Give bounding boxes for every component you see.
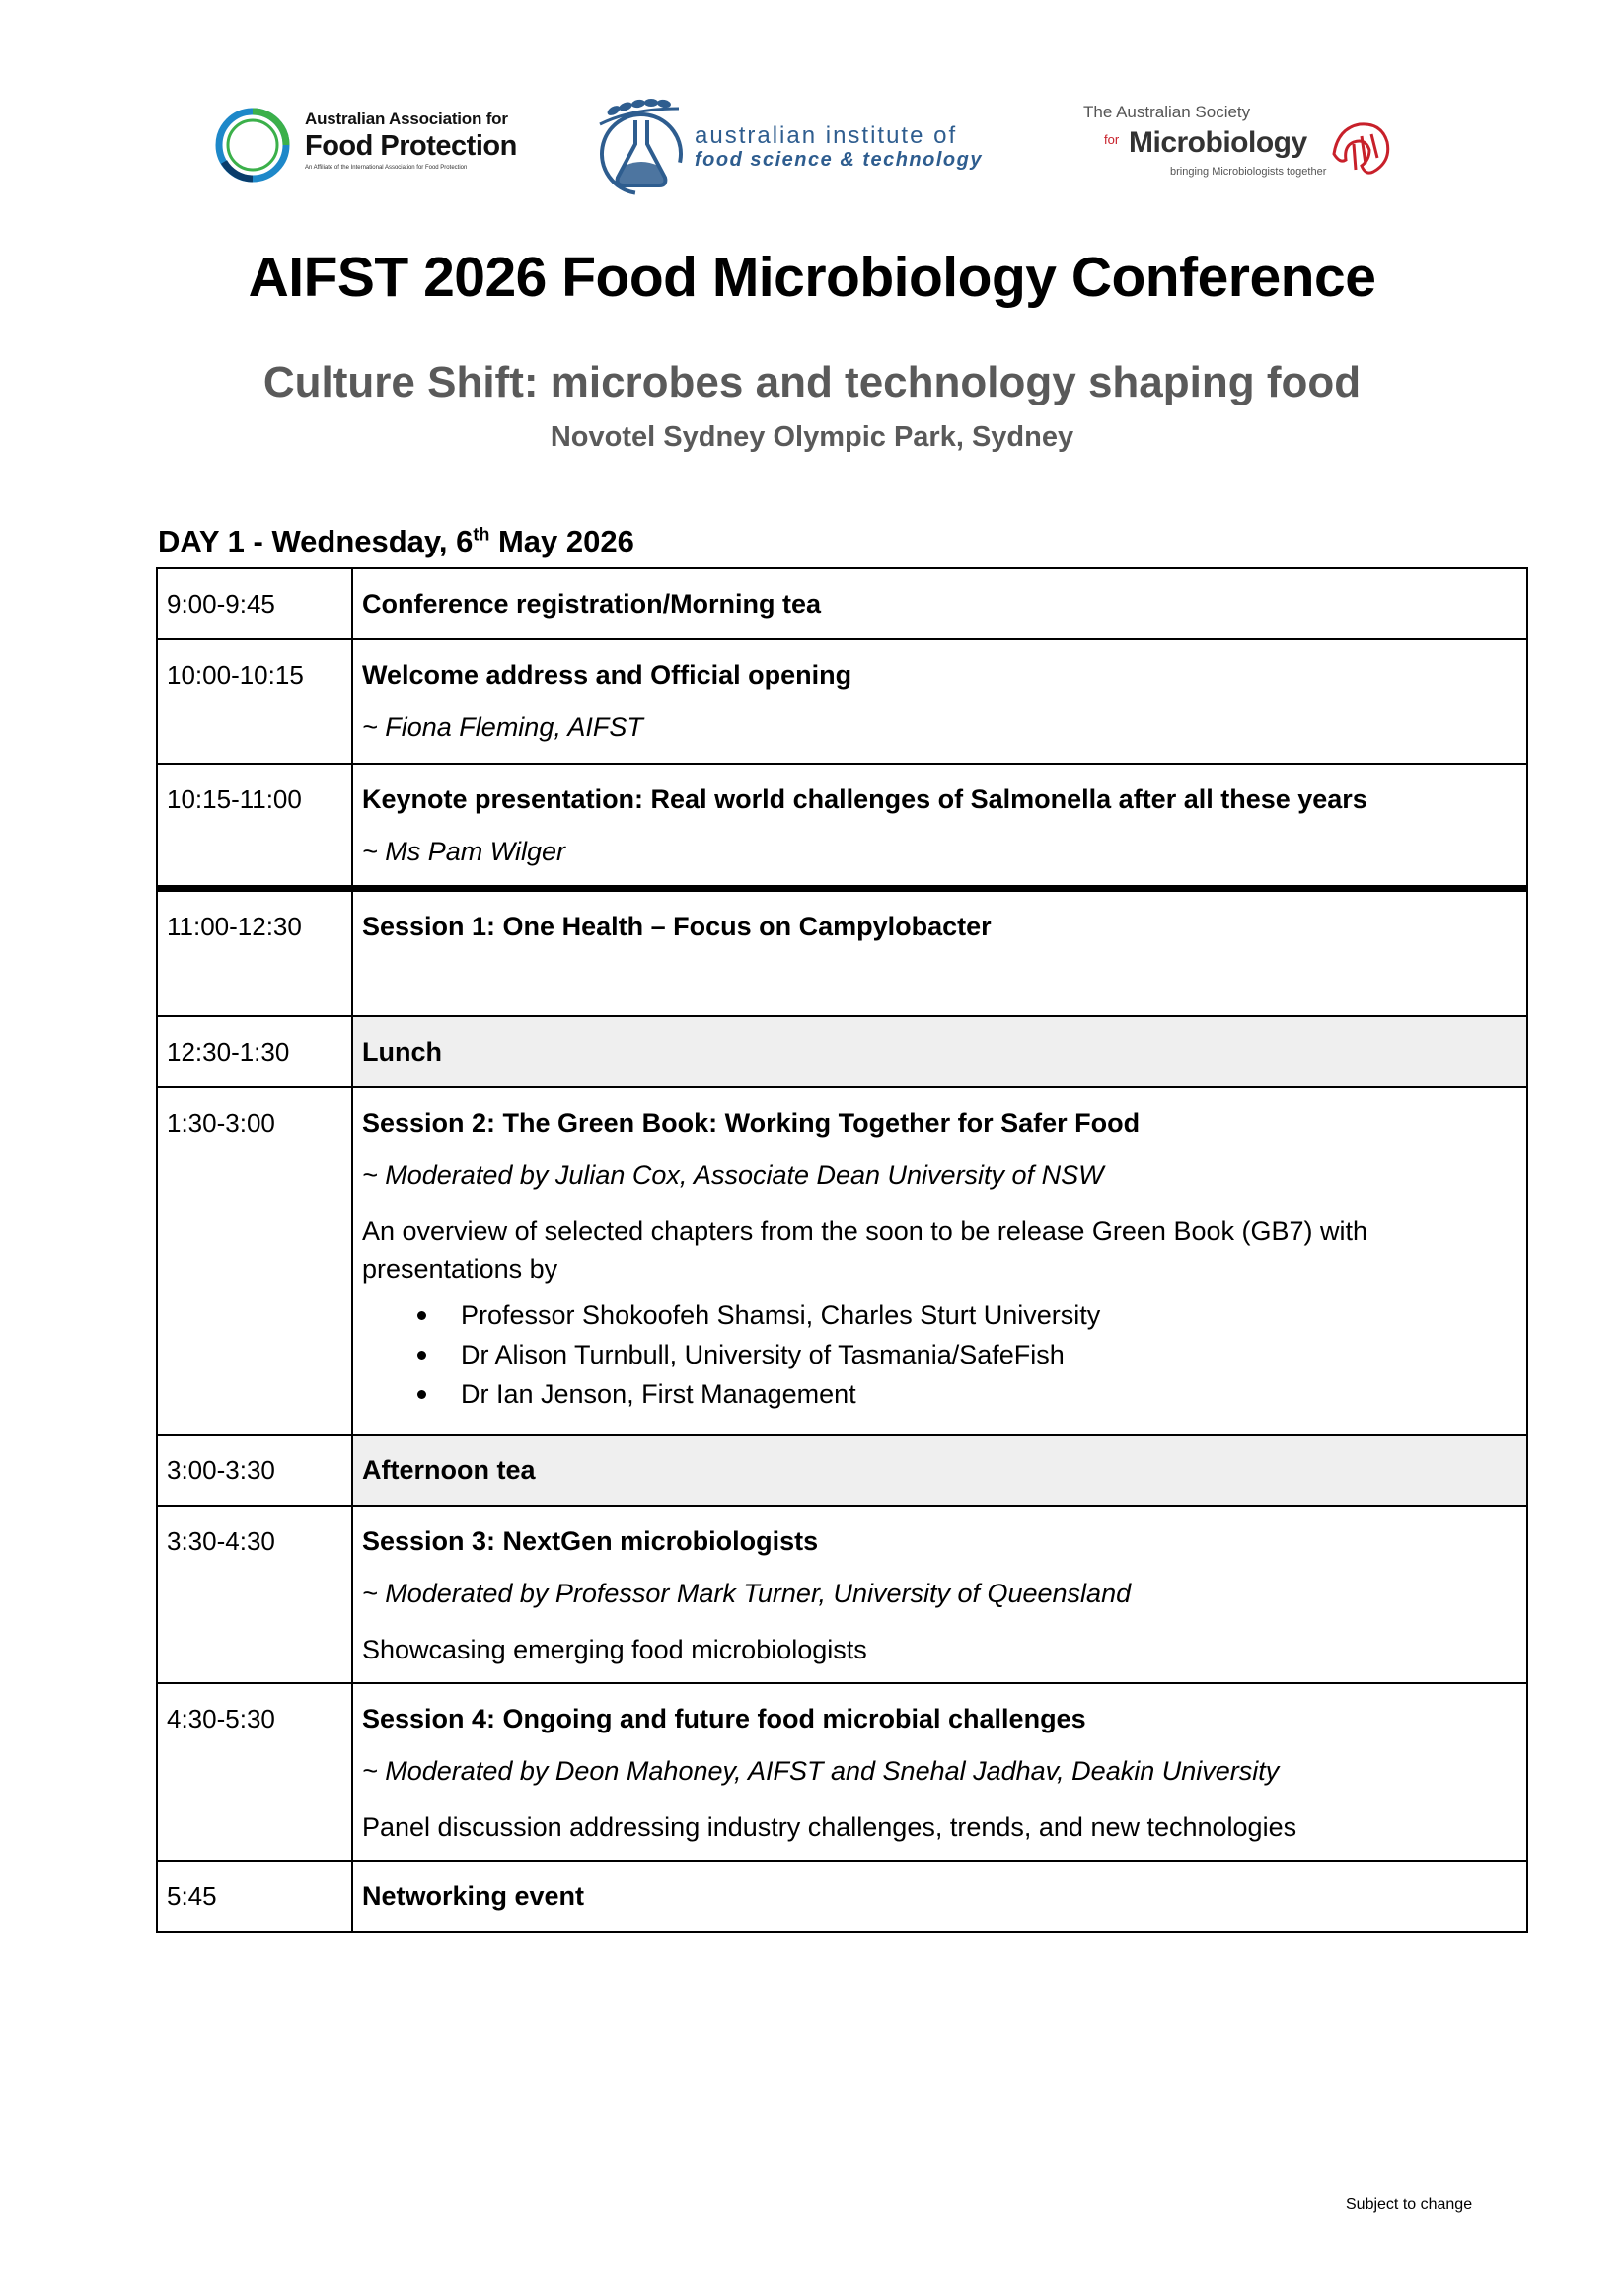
presenter-name: Professor Shokoofeh Shamsi, Charles Sturt University bbox=[461, 1300, 1101, 1330]
row-title: Session 3: NextGen microbiologists bbox=[362, 1526, 819, 1556]
day-heading-prefix: DAY 1 - Wednesday, 6 bbox=[158, 524, 474, 558]
bullet-icon bbox=[417, 1351, 426, 1360]
aafp-logo bbox=[212, 101, 528, 189]
row-moderator: ~ Moderated by Julian Cox, Associate Dean University of NSW bbox=[362, 1160, 1104, 1190]
asm-emblem-icon bbox=[1326, 114, 1395, 184]
aafp-line1: Australian Association for bbox=[305, 110, 508, 128]
row-moderator: ~ Moderated by Deon Mahoney, AIFST and Snehal Jadhav, Deakin University bbox=[362, 1756, 1280, 1786]
table-row bbox=[157, 888, 1527, 1016]
row-description: Panel discussion addressing industry challenges, trends, and new technologies bbox=[362, 1812, 1297, 1842]
asm-line2: Microbiology bbox=[1129, 126, 1307, 159]
row-description: Showcasing emerging food microbiologists bbox=[362, 1635, 867, 1664]
row-moderator: ~ Ms Pam Wilger bbox=[362, 837, 566, 866]
row-time: 5:45 bbox=[167, 1881, 217, 1911]
row-title: Conference registration/Morning tea bbox=[362, 589, 822, 619]
aafp-ring-icon bbox=[212, 105, 293, 185]
list-item bbox=[362, 1335, 1516, 1374]
page-subtitle: Culture Shift: microbes and technology shaping food bbox=[262, 358, 1362, 406]
row-title: Welcome address and Official opening bbox=[362, 660, 852, 690]
row-moderator: ~ Fiona Fleming, AIFST bbox=[362, 712, 643, 742]
list-item bbox=[362, 1295, 1516, 1335]
row-title: Session 1: One Health – Focus on Campylobacter bbox=[362, 911, 992, 941]
table-row bbox=[157, 1683, 1527, 1861]
table-row bbox=[157, 1016, 1527, 1087]
table-row bbox=[157, 639, 1527, 764]
venue: Novotel Sydney Olympic Park, Sydney bbox=[550, 421, 1074, 453]
page-title: AIFST 2026 Food Microbiology Conference bbox=[248, 246, 1376, 309]
row-title: Session 2: The Green Book: Working Together for Safer Food bbox=[362, 1108, 1141, 1138]
presenter-name: Dr Alison Turnbull, University of Tasmania/SafeFish bbox=[461, 1340, 1065, 1369]
aifst-logo bbox=[592, 95, 1056, 203]
row-time: 9:00-9:45 bbox=[167, 589, 275, 619]
row-title: Networking event bbox=[362, 1881, 585, 1911]
asm-line3: bringing Microbiologists together bbox=[1170, 166, 1327, 178]
row-time: 3:30-4:30 bbox=[167, 1526, 275, 1556]
aafp-line3: An Affiliate of the International Association for Food Protection bbox=[305, 165, 468, 171]
asm-line1: The Australian Society bbox=[1083, 103, 1251, 121]
row-time: 3:00-3:30 bbox=[167, 1455, 275, 1485]
asm-logo bbox=[1083, 101, 1399, 189]
row-description: An overview of selected chapters from the soon to be release Green Book (GB7) with presentations by bbox=[362, 1216, 1368, 1284]
logo-bar bbox=[0, 95, 1624, 203]
table-row bbox=[157, 764, 1527, 888]
table-row bbox=[157, 1861, 1527, 1932]
row-title: Afternoon tea bbox=[362, 1455, 536, 1485]
table-row bbox=[157, 568, 1527, 639]
row-time: 10:15-11:00 bbox=[167, 784, 302, 814]
row-time: 12:30-1:30 bbox=[167, 1037, 290, 1067]
row-time: 10:00-10:15 bbox=[167, 660, 304, 690]
footer-note: Subject to change bbox=[1346, 2196, 1473, 2213]
table-row bbox=[157, 1506, 1527, 1683]
bullet-icon bbox=[417, 1311, 426, 1320]
aifst-line2: food science & technology bbox=[695, 149, 983, 171]
table-row bbox=[157, 1435, 1527, 1506]
row-title: Keynote presentation: Real world challenges of Salmonella after all these years bbox=[362, 784, 1367, 814]
row-moderator: ~ Moderated by Professor Mark Turner, University of Queensland bbox=[362, 1579, 1132, 1608]
row-time: 11:00-12:30 bbox=[167, 911, 302, 941]
day-heading-sup: th bbox=[473, 524, 490, 545]
bullet-icon bbox=[417, 1390, 426, 1399]
list-item bbox=[362, 1374, 1516, 1414]
day-heading bbox=[158, 524, 634, 559]
row-time: 4:30-5:30 bbox=[167, 1704, 275, 1733]
aifst-line1: australian institute of bbox=[695, 122, 958, 149]
row-title: Session 4: Ongoing and future food microbial challenges bbox=[362, 1704, 1086, 1733]
row-time: 1:30-3:00 bbox=[167, 1108, 275, 1138]
row-title: Lunch bbox=[362, 1037, 442, 1067]
asm-for: for bbox=[1104, 132, 1120, 147]
aafp-line2: Food Protection bbox=[305, 130, 517, 162]
schedule-table bbox=[156, 567, 1528, 1933]
presenter-list bbox=[362, 1295, 1516, 1414]
table-row bbox=[157, 1087, 1527, 1435]
day-heading-suffix: May 2026 bbox=[489, 524, 634, 558]
flask-wheat-icon bbox=[592, 95, 691, 203]
presenter-name: Dr Ian Jenson, First Management bbox=[461, 1379, 856, 1409]
